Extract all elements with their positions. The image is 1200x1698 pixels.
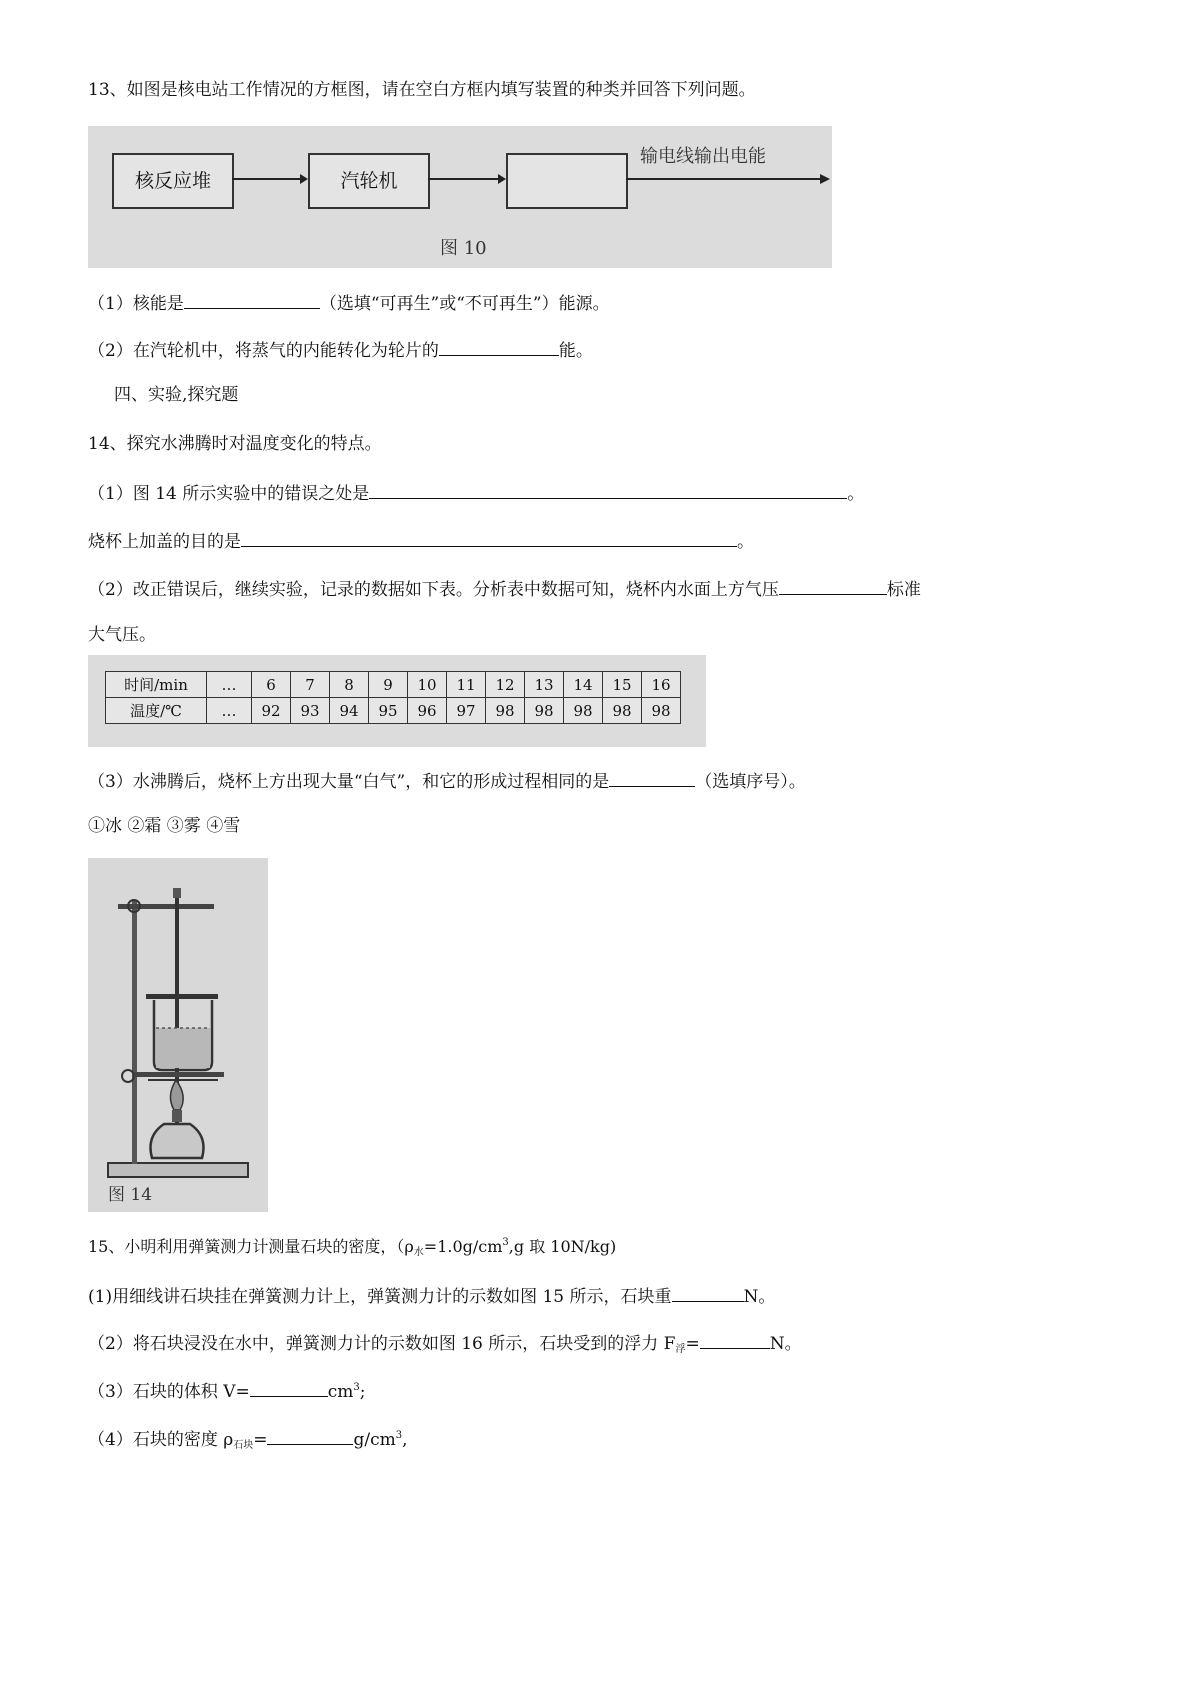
table-row-temp bbox=[106, 698, 681, 724]
table-cell: 97 bbox=[447, 698, 486, 724]
table-cell: 98 bbox=[603, 698, 642, 724]
figure-14 bbox=[88, 858, 268, 1212]
q14-part1: （1）图 14 所示实验中的错误之处是 。 bbox=[88, 480, 864, 506]
q15-stem: 15、小明利用弹簧测力计测量石块的密度，（ρ水$=1.0g/cm^3,g$ 取 10N/kg) bbox=[88, 1237, 617, 1258]
table-cell: 6 bbox=[252, 672, 291, 698]
table-header-temp: 温度/℃ bbox=[106, 698, 207, 724]
table-cell: 98 bbox=[642, 698, 681, 724]
q14-part2-cont: 大气压。 bbox=[88, 625, 156, 645]
box-turbine: 汽轮机 bbox=[308, 153, 430, 209]
q14-part3: （3）水沸腾后，烧杯上方出现大量“白气”，和它的形成过程相同的是 （选填序号）。 bbox=[88, 768, 806, 794]
q14-blank-1[interactable] bbox=[369, 480, 847, 499]
table-cell: 98 bbox=[564, 698, 603, 724]
q13-blank-2[interactable] bbox=[439, 337, 559, 356]
table-header-time: 时间/min bbox=[106, 672, 207, 698]
table-cell: 93 bbox=[291, 698, 330, 724]
figure-10 bbox=[88, 126, 832, 268]
figure-14-caption: 图 14 bbox=[108, 1185, 153, 1205]
boiling-apparatus-illustration bbox=[88, 858, 268, 1212]
table-cell: 10 bbox=[408, 672, 447, 698]
table-cell: 16 bbox=[642, 672, 681, 698]
table-cell: 8 bbox=[330, 672, 369, 698]
q13-part1: （1）核能是 （选填“可再生”或“不可再生”）能源。 bbox=[88, 290, 610, 316]
q15-part3: （3）石块的体积 $V= cm^3$; bbox=[88, 1378, 366, 1407]
table-cell: 13 bbox=[525, 672, 564, 698]
q14-table-figure bbox=[88, 655, 706, 747]
q14-blank-3[interactable] bbox=[779, 576, 887, 595]
table-cell: 98 bbox=[486, 698, 525, 724]
table-cell: 7 bbox=[291, 672, 330, 698]
table-cell: 92 bbox=[252, 698, 291, 724]
q15-blank-1[interactable] bbox=[672, 1283, 744, 1302]
table-row-time bbox=[106, 672, 681, 698]
table-cell: 11 bbox=[447, 672, 486, 698]
q15-blank-4[interactable] bbox=[267, 1426, 353, 1445]
q15-blank-3[interactable] bbox=[250, 1378, 328, 1397]
table-ellipsis: … bbox=[207, 698, 252, 724]
q14-part2: （2）改正错误后，继续实验，记录的数据如下表。分析表中数据可知，烧杯内水面上方气压 标准 bbox=[88, 576, 921, 602]
q14-options: ①冰 ②霜 ③雾 ④雪 bbox=[88, 816, 241, 836]
figure-10-caption: 图 10 bbox=[440, 238, 487, 259]
table-cell: 95 bbox=[369, 698, 408, 724]
q14-stem: 14、探究水沸腾时对温度变化的特点。 bbox=[88, 434, 382, 454]
table-cell: 15 bbox=[603, 672, 642, 698]
table-cell: 14 bbox=[564, 672, 603, 698]
q13-part2: （2）在汽轮机中，将蒸气的内能转化为轮片的 能。 bbox=[88, 337, 593, 363]
q13-blank-1[interactable] bbox=[184, 290, 320, 309]
box-reactor: 核反应堆 bbox=[112, 153, 234, 209]
table-cell: 9 bbox=[369, 672, 408, 698]
table-cell: 96 bbox=[408, 698, 447, 724]
q14-data-table bbox=[105, 671, 681, 724]
q14-blank-4[interactable] bbox=[609, 768, 695, 787]
output-label: 输电线输出电能 bbox=[640, 146, 766, 167]
table-cell: 98 bbox=[525, 698, 564, 724]
q15-blank-2[interactable] bbox=[700, 1330, 770, 1349]
q15-part4: （4）石块的密度 ρ石块= $g/cm^3$, bbox=[88, 1426, 408, 1455]
section-4-heading: 四、实验,探究题 bbox=[114, 385, 239, 405]
q15-part1: (1)用细线讲石块挂在弹簧测力计上，弹簧测力计的示数如图 15 所示，石块重 N。 bbox=[88, 1283, 775, 1309]
q15-part2: （2）将石块浸没在水中，弹簧测力计的示数如图 16 所示，石块受到的浮力 F浮= N。 bbox=[88, 1330, 802, 1359]
table-cell: 12 bbox=[486, 672, 525, 698]
table-cell: 94 bbox=[330, 698, 369, 724]
table-ellipsis: … bbox=[207, 672, 252, 698]
q13-stem: 13、如图是核电站工作情况的方框图，请在空白方框内填写装置的种类并回答下列问题。 bbox=[88, 80, 756, 100]
q14-part1b: 烧杯上加盖的目的是 。 bbox=[88, 528, 754, 554]
q14-blank-2[interactable] bbox=[241, 528, 737, 547]
